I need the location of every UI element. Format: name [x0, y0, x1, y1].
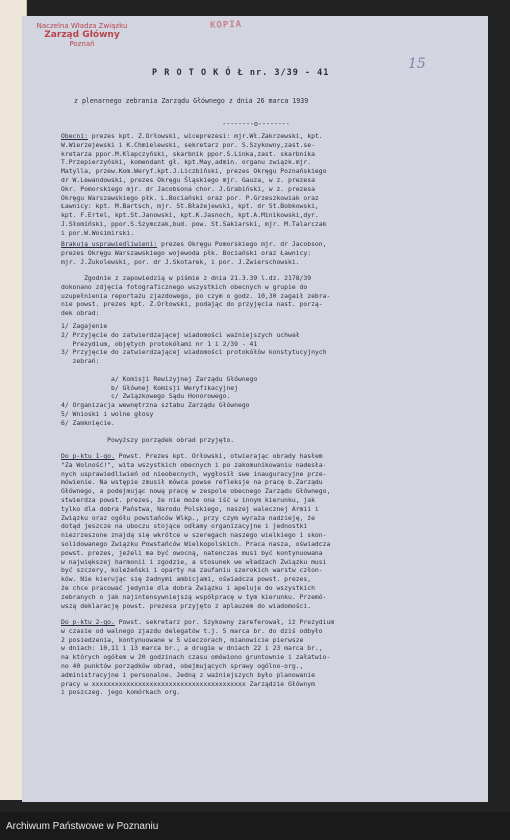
intro-section — [61, 274, 491, 318]
agenda-item: b/ Głównej Komisji Weryfikacyjnej — [61, 383, 238, 392]
present-line: T.Przepierzyński, komendant gł. kpt.May,admin. organu związk.mjr. — [61, 158, 312, 167]
present-line: Okr. Pomorskiego mjr. dr Jacobsona chor. J.Grabiński, w z. prezesa — [61, 184, 315, 193]
intro-line: dek obrad: — [61, 309, 100, 318]
agenda-item: 5/ Wnioski i wolne głosy — [61, 409, 154, 418]
present-line: prezes kpt. Z.Orłowski, wiceprezesi: mjr.Wł.Zakrzewski, kpt. — [87, 132, 323, 140]
present-section — [61, 132, 491, 238]
point1-line: Głównego, a podejmując nową pracę w zespole obecnego Zarządu Głównego, — [61, 487, 331, 496]
intro-line: dokonano zdjęcia fotograficznego wszystkich obecnych w grupie do — [61, 282, 308, 291]
point1-line: niezrzeszone znajdą się wkrótce w szeregach naszego wielkiego i skon- — [61, 531, 327, 540]
agenda-item: 3/ Przyjęcie do zatwierdzającej wiadomości protokółów konstytucyjnych — [61, 348, 327, 357]
stamp-line-3: Poznań — [69, 40, 95, 48]
present-line: J.Słomiński, ppor.S.Szymczak,bud. pow. St.Sakiarski, mjr. M.Talarczak — [61, 219, 327, 228]
archive-stamp — [32, 22, 132, 49]
agenda-item: c/ Związkowego Sądu Honorowego. — [61, 392, 231, 401]
intro-line: uzupełnienia reportażu zjazdowego, po czym o godz. 10,30 zagaił zebra- — [61, 291, 331, 300]
stamp-line-2: Zarząd Główny — [44, 30, 120, 40]
point1-line: tylko dla dobra Państwa, Narodu Polskiego, naszej walecznej Armii i — [61, 504, 319, 513]
point1-line: ków. Nie kierując się żadnymi ambicjami, oświadcza powst. prezes, — [61, 575, 312, 584]
point1-label: Do p-ktu 1-go. — [61, 452, 115, 460]
agenda-item: 2/ Przyjęcie do zatwierdzającej wiadomości ważniejszych uchwał — [61, 330, 300, 339]
point1-line: Związku oraz ogółu powstańców Wlkp., przy czym wyraża nadzieję, że — [61, 513, 315, 522]
point1-line: dotąd jeszcze na uboczu stojące odłamy organizacyjne i jednostki — [61, 522, 308, 531]
point1-section — [61, 452, 491, 610]
document-subtitle: z plenarnego zebrania Zarządu Głównego z dnia 26 marca 1939 — [74, 97, 309, 105]
point2-line: Powst. sekretarz por. Szykowny zareferował, iż Prezydium — [114, 618, 335, 626]
accepted-line: Powyższy porządek obrad przyjęto. — [61, 436, 235, 444]
document-page — [22, 16, 488, 802]
archive-footer — [0, 812, 510, 840]
point2-line: administracyjne i personalne. Jedną z ważniejszych było planowanie — [61, 670, 315, 679]
present-line: Okręgu Warszawskiego płk. L.Bociański oraz por. P.Grzeszkowiak oraz — [61, 193, 319, 202]
absent-line: prezes Okręgu Warszawskiego wojewoda płk. Bociański oraz Ławnicy: — [61, 248, 312, 257]
absent-section — [61, 240, 491, 266]
point1-line: nych usprawiedliwień od nieobecnych, wygłosił swe inauguracyjne prze- — [61, 469, 327, 478]
agenda-item: 1/ Zagajenie — [61, 322, 108, 330]
point1-line: Powst. Prezes kpt. Orłowski, otwierając obrady hasłem — [114, 452, 323, 460]
agenda-item: Prezydium, objętych protokółami nr 1 i 2/39 - 41 — [61, 339, 258, 348]
point2-section — [61, 618, 491, 697]
page-number: 15 — [408, 56, 426, 72]
agenda-item: a/ Komisji Rewizyjnej Zarządu Głównego — [61, 374, 258, 383]
present-line: dr W.Lewandowski, prezes Okręgu Śląskiego mjr. Gauza, w z. prezesa — [61, 175, 315, 184]
present-line: W.Wierzejewski i K.Chmielewski, sekretarz por. S.Szykowny,zast.se- — [61, 140, 315, 149]
point2-line: pracy w xxxxxxxxxxxxxxxxxxxxxxxxxxxxxxxxxxxxxxxx Zarządzie Głównym — [61, 679, 315, 688]
point1-line: mówienie. Na wstępie zmusił mówca powse refleksje na pracę b.Zarządu — [61, 478, 323, 487]
point2-line: na których ogółem w 20 godzinach czasu omówiono gruntownie i załatwio- — [61, 653, 331, 662]
point1-line: być szczery, koleżeński i oparty na zaufaniu szerokich warstw człon- — [61, 566, 323, 575]
present-line: Matylla, przew.Kom.Weryf.kpt.J.Liczbiński, prezes Okręgu Poznańskiego — [61, 167, 327, 176]
point2-line: 2 posiedzenia, kontynuowane w 5 wieczorach, mianowicie pierwsze — [61, 635, 304, 644]
agenda-item: 6/ Zamknięcie. — [61, 418, 115, 427]
absent-line: prezes Okręgu Pomorskiego mjr. dr Jacobson, — [157, 240, 327, 248]
point1-line: wszą deklarację powst. prezesa przyjęto z aplauzem do wiadomości. — [61, 601, 312, 610]
point1-line: stwierdza powst. prezes, że nie może ona iść w innym kierunku, jak — [61, 495, 315, 504]
intro-line: Zgodnie z zapowiedzią w piśmie z dnia 21.3.39 l.dz. 2178/39 — [61, 274, 312, 282]
archive-name: Archiwum Państwowe w Poznaniu — [6, 821, 159, 832]
absent-line: mjr. J.Żukolewski, por. dr J.Skotarek, i por. J.Zwierschowski. — [61, 257, 300, 266]
present-line: kpt. F.Ertel, kpt.St.Janowski, kpt.K.Jasnoch, kpt.A.Minikowski,dyr. — [61, 211, 319, 220]
stamp-line-1: Naczelna Władza Związku — [36, 22, 128, 30]
point2-line: no 40 punktów porządków obrad, obejmujących sprawy ogólno-org., — [61, 661, 304, 670]
point2-line: i poszczeg. jego komórkach org. — [61, 688, 181, 697]
intro-line: nie powst. prezes kpt. Z.Orłowski, podając do przyjęcia nast. porzą- — [61, 300, 323, 309]
point1-line: zebranych o jak najintensywniejszą współpracę w tym kierunku. Przemó- — [61, 592, 327, 601]
document-title: P R O T O K Ó Ł nr. 3/39 - 41 — [152, 68, 330, 78]
agenda-item: 4/ Organizacja wewnętrzna sztabu Zarządu Głównego — [61, 401, 250, 410]
present-line: Ławnicy: kpt. M.Bartsch, mjr. St.Błażejewski, kpt. dr St.Bobkowski, — [61, 202, 319, 211]
point1-line: że chce pracować jedynie dla dobra Związku i apeluje do wszystkich — [61, 583, 315, 592]
point1-line: powst. prezes, jeżeli ma być owocną, natenczas musi być kontynuowana — [61, 548, 323, 557]
copy-stamp: KOPIA — [209, 19, 243, 31]
separator: --------o-------- — [222, 120, 290, 128]
present-line: kretarza ppor.M.Klapczyński, skarbnik ppor.S.Linka,zast. skarbnika — [61, 149, 315, 158]
point1-line: w największej harmonii i zgodzie, a stosunek we władzach Związku musi — [61, 557, 327, 566]
agenda-list — [61, 322, 491, 428]
point1-line: "Za Wolność!", wita wszystkich obecnych i po zakomunikowaniu nadesła- — [61, 460, 327, 469]
point2-label: Do p-ktu 2-go. — [61, 618, 115, 626]
point1-line: solidowanego Związku Powstańców Wielkopolskich. Praca nasza, oświadcza — [61, 539, 331, 548]
present-line: i por.W.Wosimirski. — [61, 228, 135, 237]
point2-line: w dniach: 10,11 i 13 marca br., a drugie w dniach 22 i 23 marca br., — [61, 644, 323, 653]
present-label: Obecni: — [61, 132, 88, 140]
point2-line: w czasie od walnego zjazdu delegatów t.j. 5 marca br. do dziś odbyło — [61, 626, 323, 635]
agenda-item: zebrań: — [61, 357, 100, 366]
absent-label: Brakują usprawiedliwieni: — [61, 240, 158, 248]
